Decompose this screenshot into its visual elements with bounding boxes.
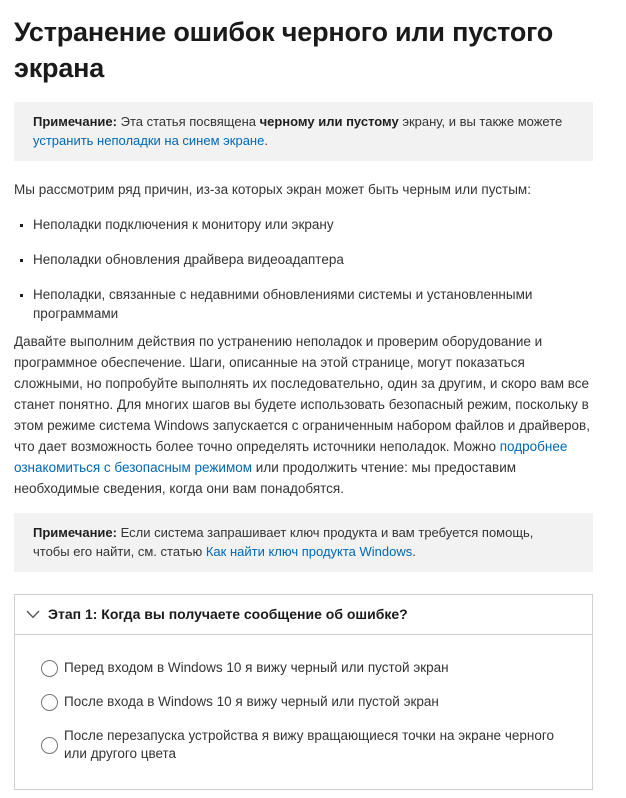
- note-text: [33, 113, 573, 150]
- accordion-content: [15, 635, 592, 789]
- note-box-product-key: [14, 513, 593, 572]
- page-title: Устранение ошибок черного или пустого экрана: [14, 17, 554, 83]
- chevron-down-icon[interactable]: [26, 610, 40, 619]
- radio-button[interactable]: [41, 694, 58, 711]
- radio-option[interactable]: [41, 693, 576, 711]
- accordion-step1: [14, 594, 593, 790]
- note-text-segment: Эта статья посвящена: [116, 114, 260, 129]
- note-text-segment: экрану, и вы также можете: [398, 114, 563, 129]
- note-label: Примечание:: [33, 114, 117, 129]
- note-box-blue-screen: [14, 102, 593, 161]
- note-text-segment: .: [264, 132, 268, 148]
- radio-button[interactable]: [41, 660, 58, 677]
- radio-label[interactable]: После входа в Windows 10 я вижу черный или пустой экран: [64, 694, 439, 709]
- article-container: [0, 14, 626, 798]
- note-text-segment: Если система запрашивает ключ продукта и вам требуется помощь, чтобы его найти, см. статью: [33, 525, 534, 559]
- list-item: ▪ Неполадки обновления драйвера видеоадаптера: [33, 250, 593, 269]
- list-item: ▪ Неполадки подключения к монитору или экрану: [33, 215, 593, 234]
- accordion-header[interactable]: [15, 595, 592, 635]
- note-text-segment: .: [412, 543, 416, 559]
- note-text: [33, 524, 573, 561]
- product-key-link[interactable]: Как найти ключ продукта Windows: [205, 543, 413, 559]
- main-paragraph: [14, 331, 593, 499]
- radio-option[interactable]: [41, 659, 576, 677]
- paragraph-text-segment: или продолжить чтение: мы предоставим необходимые сведения, когда они вам понадобятся.: [14, 460, 517, 496]
- note-bold-text: черному или пустому: [259, 114, 399, 129]
- blue-screen-troubleshoot-link[interactable]: устранить неполадки на синем экране: [33, 132, 265, 148]
- radio-label[interactable]: Перед входом в Windows 10 я вижу черный или пустой экран: [64, 660, 449, 675]
- radio-button[interactable]: [41, 737, 58, 754]
- radio-label[interactable]: После перезапуска устройства я вижу вращающиеся точки на экране черного или другого цвета: [64, 728, 554, 761]
- intro-paragraph: Мы рассмотрим ряд причин, из-за которых экран может быть черным или пустым:: [14, 182, 531, 197]
- accordion-title: Этап 1: Когда вы получаете сообщение об ошибке?: [48, 606, 408, 622]
- paragraph-text-segment: Давайте выполним действия по устранению неполадок и проверим оборудование и программное обеспечение. Шаги, описанные на этой странице, могут показаться сложными, но попробуйте выполнять их последовательно, один за другим, и скоро вам все станет понятно. Для многих шагов вы будете использовать безопасный режим, поскольку в этом режиме система Windows запускается с ограниченным набором файлов и драйверов, что дает возможность более точно определять источники неполадок. Можно: [14, 334, 590, 454]
- causes-list: [14, 215, 593, 323]
- note-label: Примечание:: [33, 525, 117, 540]
- radio-option[interactable]: [41, 727, 576, 763]
- safe-mode-link[interactable]: подробнее ознакомиться с безопасным режимом: [14, 439, 568, 475]
- list-item: ▪ Неполадки, связанные с недавними обновлениями системы и установленными программами: [33, 285, 593, 323]
